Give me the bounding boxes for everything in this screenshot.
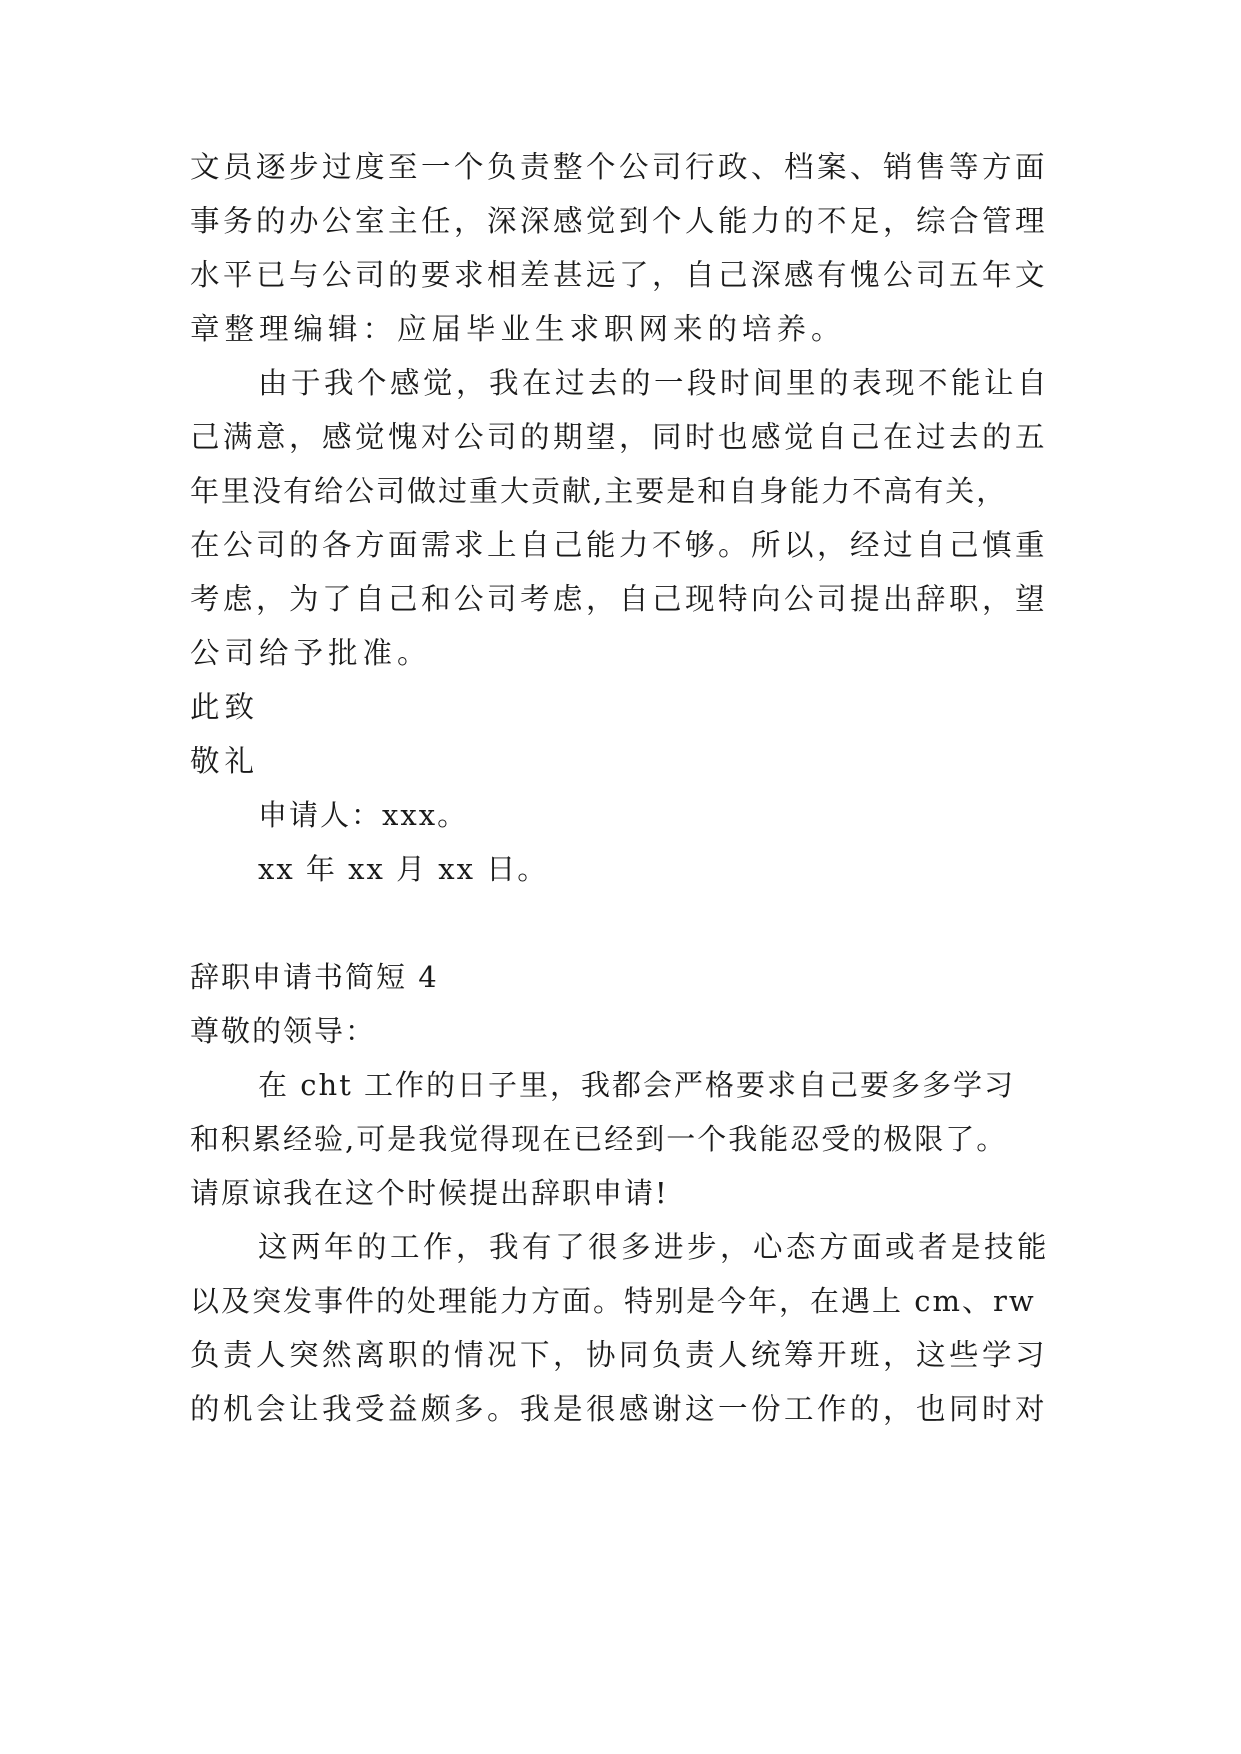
salutation-line: 此致 [190, 690, 260, 724]
body-line: 由于我个感觉，我在过去的一段时间里的表现不能让自 [258, 366, 1051, 400]
applicant-line: 申请人：xxx。 [258, 798, 469, 832]
section-title: 辞职申请书简短 4 [190, 960, 439, 994]
body-line: 水平已与公司的要求相差甚远了，自己深感有愧公司五年文 [190, 258, 1049, 292]
body-line: 请原谅我在这个时候提出辞职申请! [190, 1176, 669, 1210]
date-line: xx 年 xx 月 xx 日。 [258, 852, 549, 886]
salutation-line: 敬礼 [190, 744, 260, 778]
greeting-line: 尊敬的领导： [190, 1014, 377, 1048]
body-line: 和积累经验,可是我觉得现在已经到一个我能忍受的极限了。 [190, 1122, 1008, 1156]
body-line: 这两年的工作，我有了很多进步，心态方面或者是技能 [258, 1230, 1051, 1264]
body-line: 负责人突然离职的情况下，协同负责人统筹开班，这些学习 [190, 1338, 1049, 1372]
body-line: 考虑，为了自己和公司考虑，自己现特向公司提出辞职，望 [190, 582, 1049, 616]
body-line: 己满意，感觉愧对公司的期望，同时也感觉自己在过去的五 [190, 420, 1049, 454]
body-line: 以及突发事件的处理能力方面。特别是今年，在遇上 cm、rw [190, 1284, 1036, 1318]
body-line: 在公司的各方面需求上自己能力不够。所以，经过自己慎重 [190, 528, 1049, 562]
body-line: 事务的办公室主任，深深感觉到个人能力的不足，综合管理 [190, 204, 1049, 238]
body-line: 年里没有给公司做过重大贡献,主要是和自身能力不高有关， [190, 474, 1008, 508]
body-line: 在 cht 工作的日子里，我都会严格要求自己要多多学习 [258, 1068, 1016, 1102]
body-line: 文员逐步过度至一个负责整个公司行政、档案、销售等方面 [190, 150, 1049, 184]
body-line: 章整理编辑：应届毕业生求职网来的培养。 [190, 312, 846, 346]
body-line: 的机会让我受益颇多。我是很感谢这一份工作的，也同时对 [190, 1392, 1049, 1426]
body-line: 公司给予批准。 [190, 636, 432, 670]
